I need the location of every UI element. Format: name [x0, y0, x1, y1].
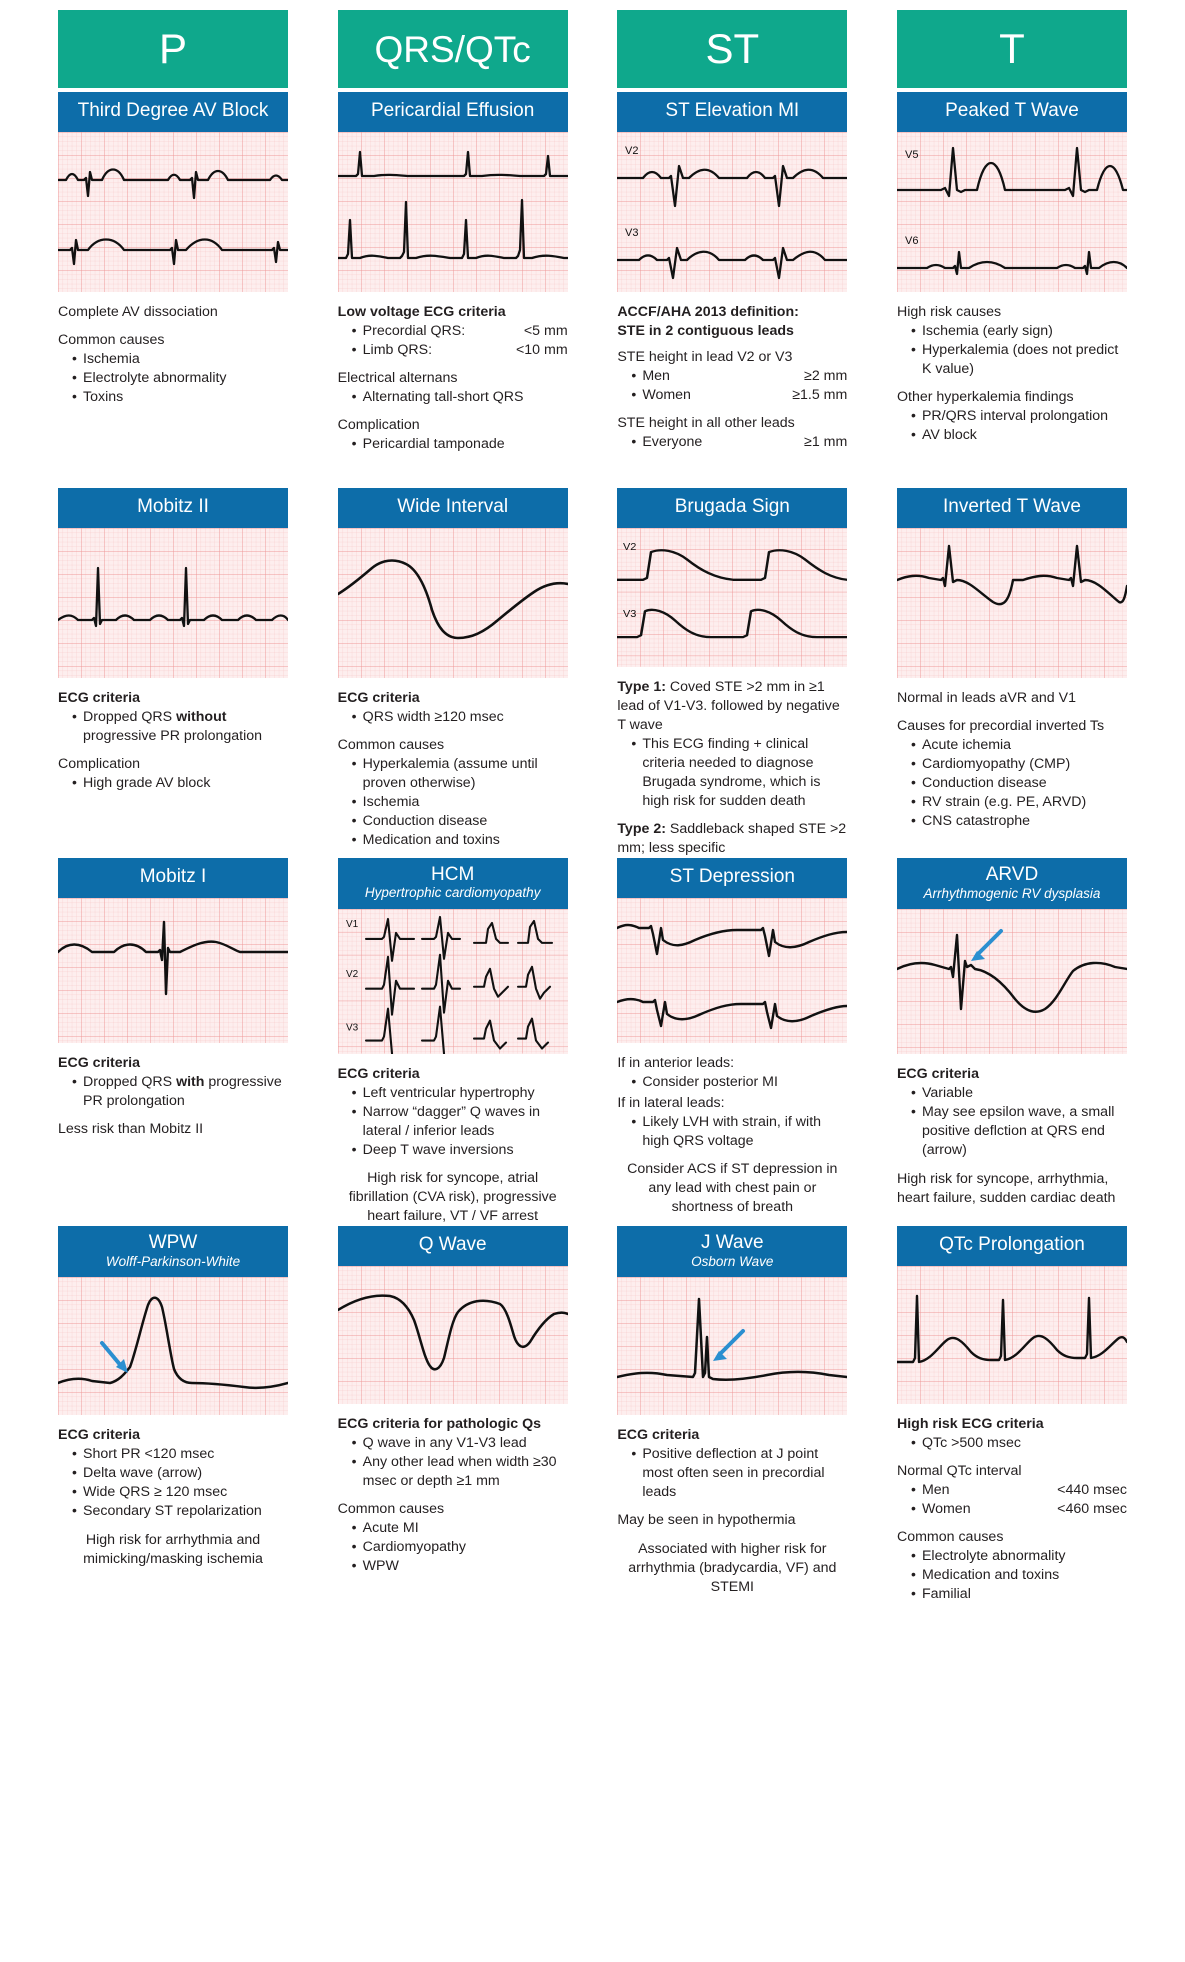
- row-label: • Men: [642, 368, 670, 385]
- panel-hcm: [338, 858, 568, 1226]
- list-item: • Deep T wave inversions: [352, 1141, 568, 1160]
- ecg-strip: [338, 1266, 568, 1404]
- list-item: • Delta wave (arrow): [72, 1464, 288, 1483]
- text-heading: High risk ECG criteria: [896, 1416, 1044, 1432]
- list-item: • Medication and toxins: [911, 1566, 1127, 1585]
- list-item: • Wide QRS ≥ 120 msec: [72, 1483, 288, 1502]
- bullet-list: [631, 433, 847, 452]
- list-item: • Dropped QRS without progressive PR prolongation: [72, 708, 288, 746]
- ecg-strip: [58, 898, 288, 1043]
- type-1-text: Coved STE >2 mm in ≥1 lead of V1-V3. followed by negative T wave: [617, 678, 840, 733]
- lead-label: V6: [904, 235, 919, 247]
- text-heading: Common causes: [58, 332, 165, 349]
- text-line: High risk for syncope, arrhythmia, heart failure, sudden cardiac death: [896, 1170, 1116, 1206]
- text-heading: ECG criteria for pathologic Qs: [337, 1416, 542, 1432]
- bullet-list: [911, 1547, 1127, 1604]
- condition-title-bar: [617, 92, 847, 132]
- panel-text: [897, 301, 1127, 445]
- lead-label: V1: [345, 919, 358, 931]
- list-item: • Secondary ST repolarization: [72, 1502, 288, 1521]
- ecg-strip: [58, 1277, 288, 1415]
- list-item: • Dropped QRS with progressive PR prolongation: [72, 1073, 288, 1111]
- panel-text: [338, 687, 568, 850]
- bullet-list: [352, 708, 568, 727]
- condition-title-bar: [897, 92, 1127, 132]
- condition-title: J Wave: [700, 1232, 764, 1253]
- ecg-strip: [58, 528, 288, 678]
- panel-st-depression: [617, 858, 847, 1226]
- list-item: • Likely LVH with strain, if with high QRS voltage: [631, 1113, 847, 1151]
- condition-title-bar: [897, 488, 1127, 528]
- list-item: • Familial: [911, 1585, 1127, 1604]
- list-item: [352, 322, 568, 341]
- panel-qtc-prolongation: [897, 1226, 1127, 1656]
- panel-text: [338, 1413, 568, 1576]
- list-item: • Q wave in any V1-V3 lead: [352, 1434, 568, 1453]
- list-item: • Positive deflection at J point most often seen in precordial leads: [631, 1445, 847, 1502]
- list-item: • CNS catastrophe: [911, 812, 1127, 831]
- text-heading: ECG criteria: [337, 1065, 420, 1082]
- text-heading: Common causes: [337, 1501, 445, 1518]
- condition-title: ST Elevation MI: [665, 100, 800, 122]
- bullet-list: [352, 322, 568, 360]
- condition-title-bar: [58, 1226, 288, 1277]
- list-item: • Acute MI: [352, 1519, 568, 1538]
- list-item: • Short PR <120 msec: [72, 1445, 288, 1464]
- list-item: • Consider posterior MI: [631, 1073, 847, 1092]
- ecg-strip: [617, 1277, 847, 1415]
- list-item: • Acute ichemia: [911, 736, 1127, 755]
- condition-title: WPW: [148, 1232, 198, 1253]
- text-heading: ECG criteria: [617, 1427, 700, 1444]
- lead-label: V2: [623, 541, 637, 554]
- list-item: • Conduction disease: [352, 812, 568, 831]
- ecg-strip: [338, 132, 568, 292]
- panel-q-wave: [338, 1226, 568, 1656]
- text-heading: Complication: [337, 417, 420, 434]
- text-heading: ECG criteria: [58, 1427, 141, 1444]
- list-item: • Alternating tall-short QRS: [352, 388, 568, 407]
- list-item: • QRS width ≥120 msec: [352, 708, 568, 727]
- list-item: • PR/QRS interval prolongation: [911, 407, 1127, 426]
- list-item: [631, 367, 847, 386]
- ecg-strip: [338, 909, 568, 1054]
- condition-title-bar: [58, 92, 288, 132]
- ecg-waveform-svg: [58, 132, 288, 292]
- condition-title: ST Depression: [669, 866, 795, 888]
- row-value: ≥2 mm: [804, 368, 848, 385]
- text-heading: Common causes: [896, 1529, 1004, 1546]
- bullet-list: [352, 755, 568, 850]
- text-line: Normal in leads aVR and V1: [896, 690, 1076, 706]
- text-line: Less risk than Mobitz II: [58, 1121, 204, 1138]
- text-heading: Causes for precordial inverted Ts: [896, 718, 1105, 735]
- panel-text: [617, 1052, 847, 1217]
- condition-title: ARVD: [985, 864, 1039, 885]
- condition-title-bar: [58, 858, 288, 898]
- panel-text: [617, 676, 847, 858]
- panel-pericardial-effusion: [338, 10, 568, 488]
- panel-wpw: [58, 1226, 288, 1656]
- category-label: P: [158, 25, 187, 72]
- category-label: QRS/QTc: [374, 28, 531, 70]
- panel-mobitz-i: [58, 858, 288, 1226]
- ecg-waveform-svg: [897, 1266, 1127, 1404]
- panel-text: [338, 1063, 568, 1226]
- text-heading: ECG criteria: [337, 690, 420, 706]
- list-item: • Variable: [911, 1084, 1127, 1103]
- panel-mobitz-ii: [58, 488, 288, 858]
- panel-arvd: [897, 858, 1127, 1226]
- type-1-label: Type 1:: [617, 678, 666, 695]
- ecg-strip: [617, 898, 847, 1043]
- panel-text: [897, 1413, 1127, 1604]
- condition-title-bar: [617, 1226, 847, 1277]
- ecg-waveform-svg: [338, 132, 568, 292]
- condition-title: QTc Prolongation: [939, 1234, 1085, 1256]
- row-label: • Limb QRS:: [362, 342, 433, 359]
- list-item: • Hyperkalemia (assume until proven otherwise): [352, 755, 568, 793]
- bullet-list: [352, 1084, 568, 1160]
- bullet-list: [352, 1434, 568, 1491]
- ecg-waveform-svg: [617, 898, 847, 1043]
- list-item: • High grade AV block: [72, 774, 288, 793]
- condition-title-bar: [338, 488, 568, 528]
- bullet-list: [631, 1113, 847, 1151]
- lead-label: V2: [625, 145, 639, 157]
- ecg-strip: [58, 132, 288, 292]
- text-heading: STE height in lead V2 or V3: [617, 349, 793, 366]
- text-heading: ECG criteria: [896, 1066, 979, 1083]
- list-item: • Electrolyte abnormality: [911, 1547, 1127, 1566]
- list-item: • Left ventricular hypertrophy: [352, 1084, 568, 1103]
- ecg-strip: [897, 909, 1127, 1054]
- row-value: <440 msec: [1057, 1482, 1127, 1499]
- list-item: • RV strain (e.g. PE, ARVD): [911, 793, 1127, 812]
- bullet-list: [911, 1084, 1127, 1160]
- condition-title: HCM: [431, 863, 475, 885]
- bullet-list: [72, 1445, 288, 1521]
- list-item: • Medication and toxins: [352, 831, 568, 850]
- panel-text: [58, 301, 288, 407]
- row-label: • Precordial QRS:: [362, 323, 466, 340]
- condition-subtitle: Arrhythmogenic RV dysplasia: [923, 885, 1101, 901]
- condition-title: Peaked T Wave: [945, 100, 1079, 122]
- list-item: • WPW: [352, 1557, 568, 1576]
- condition-title-bar: [617, 488, 847, 528]
- panel-third-degree-av-block: [58, 10, 288, 488]
- type-1-paragraph: [617, 678, 847, 735]
- lead-label: V3: [625, 227, 639, 239]
- panel-text: [58, 1052, 288, 1139]
- panel-text: [617, 301, 847, 452]
- panel-inverted-t-wave: [897, 488, 1127, 858]
- list-item: • AV block: [911, 426, 1127, 445]
- panel-row-3: [58, 858, 1127, 1226]
- ecg-waveform-svg: [617, 528, 847, 667]
- category-banner-p: [58, 10, 288, 88]
- bullet-list: [911, 1434, 1127, 1453]
- ecg-waveform-svg: [58, 528, 288, 678]
- text-line: Consider ACS if ST depression in any lead with chest pain or shortness of breath: [627, 1161, 838, 1216]
- text-line: STE in 2 contiguous leads: [617, 323, 794, 340]
- text-heading: High risk causes: [896, 304, 1002, 320]
- condition-title: Mobitz I: [139, 866, 207, 888]
- lead-label: V3: [623, 608, 637, 620]
- list-item: • Conduction disease: [911, 774, 1127, 793]
- text-line: Complete AV dissociation: [58, 304, 218, 320]
- category-banner-t: [897, 10, 1127, 88]
- ecg-waveform-svg: [338, 909, 568, 1054]
- category-banner-st: [617, 10, 847, 88]
- panel-st-elevation-mi: [617, 10, 847, 488]
- condition-title: Third Degree AV Block: [77, 100, 269, 122]
- panel-text: [58, 687, 288, 793]
- ecg-strip: [897, 528, 1127, 678]
- ecg-waveform-svg: [58, 1277, 288, 1415]
- condition-title-bar: [338, 1226, 568, 1266]
- list-item: [631, 433, 847, 452]
- condition-title: Wide Interval: [397, 496, 509, 518]
- text-line: High risk for syncope, atrial fibrillation (CVA risk), progressive heart failure, VT / VF arrest: [348, 1169, 557, 1224]
- panel-text: [897, 1063, 1127, 1207]
- bullet-list: [352, 435, 568, 454]
- condition-subtitle: Hypertrophic cardiomyopathy: [364, 885, 541, 901]
- list-item: • Ischemia (early sign): [911, 322, 1127, 341]
- ecg-waveform-svg: [897, 132, 1127, 292]
- list-item: • Hyperkalemia (does not predict K value): [911, 341, 1127, 379]
- panel-brugada-sign: [617, 488, 847, 858]
- text-line: ACCF/AHA 2013 definition:: [617, 304, 799, 320]
- panel-grid: [58, 10, 1127, 1656]
- condition-title-bar: [617, 858, 847, 898]
- condition-subtitle: Wolff-Parkinson-White: [105, 1253, 241, 1269]
- text-line: May be seen in hypothermia: [617, 1512, 796, 1529]
- text-heading: STE height in all other leads: [617, 415, 795, 432]
- panel-text: [338, 301, 568, 454]
- ecg-strip: [617, 132, 847, 292]
- ecg-waveform-svg: [617, 132, 847, 292]
- text-heading: Normal QTc interval: [896, 1463, 1022, 1480]
- ecg-strip: [338, 528, 568, 678]
- bullet-list: [631, 735, 847, 811]
- text-heading: Other hyperkalemia findings: [896, 389, 1074, 406]
- condition-title-bar: [897, 1226, 1127, 1266]
- row-value: ≥1.5 mm: [792, 387, 848, 404]
- bullet-list: [911, 1481, 1127, 1519]
- condition-title: Mobitz II: [137, 496, 209, 518]
- list-item: • Ischemia: [352, 793, 568, 812]
- list-item: [911, 1481, 1127, 1500]
- list-item: [911, 1500, 1127, 1519]
- condition-subtitle: Osborn Wave: [691, 1253, 774, 1269]
- list-item: • Cardiomyopathy (CMP): [911, 755, 1127, 774]
- row-label: • Women: [642, 387, 691, 404]
- ecg-waveform-svg: [897, 528, 1127, 678]
- row-value: ≥1 mm: [804, 434, 848, 451]
- list-item: • Cardiomyopathy: [352, 1538, 568, 1557]
- row-label: • Everyone: [642, 434, 703, 451]
- category-label: ST: [705, 25, 760, 72]
- row-value: <10 mm: [516, 342, 568, 359]
- condition-title-bar: [58, 488, 288, 528]
- text-line: High risk for arrhythmia and mimicking/masking ischemia: [83, 1531, 263, 1567]
- text-heading: ECG criteria: [58, 690, 141, 706]
- bullet-list: [631, 367, 847, 405]
- condition-title: Q Wave: [418, 1234, 487, 1256]
- bullet-list: [631, 1073, 847, 1092]
- list-item: • Ischemia: [72, 350, 288, 369]
- list-item: [631, 386, 847, 405]
- bullet-list: [352, 1519, 568, 1576]
- ecg-waveform-svg: [617, 1277, 847, 1415]
- bullet-list: [72, 1073, 288, 1111]
- condition-title: Brugada Sign: [674, 496, 790, 518]
- lead-label: V5: [904, 149, 919, 161]
- row-label: • Men: [921, 1482, 950, 1499]
- panel-text: [897, 687, 1127, 831]
- ecg-strip: [897, 132, 1127, 292]
- list-item: • Narrow “dagger” Q waves in lateral / inferior leads: [352, 1103, 568, 1141]
- panel-wide-interval: [338, 488, 568, 858]
- text-heading: Complication: [58, 756, 141, 773]
- bullet-list: [72, 708, 288, 746]
- type-2-text: Saddleback shaped STE >2 mm; less specific: [617, 820, 847, 856]
- text-heading: If in lateral leads:: [617, 1095, 725, 1112]
- ecg-waveform-svg: [338, 1266, 568, 1404]
- condition-title-bar: [897, 858, 1127, 909]
- list-item: • Toxins: [72, 388, 288, 407]
- bullet-list: [352, 388, 568, 407]
- ecg-waveform-svg: [897, 909, 1127, 1054]
- list-item: • QTc >500 msec: [911, 1434, 1127, 1453]
- list-item: • This ECG finding + clinical criteria needed to diagnose Brugada syndrome, which is high risk for sudden death: [631, 735, 847, 811]
- text-heading: Electrical alternans: [337, 370, 458, 387]
- list-item: [352, 341, 568, 360]
- list-item: • May see epsilon wave, a small positive deflction at QRS end (arrow): [911, 1103, 1127, 1160]
- ecg-waveform-svg: [338, 528, 568, 678]
- condition-title: Pericardial Effusion: [370, 100, 535, 122]
- row-value: <460 msec: [1057, 1501, 1127, 1518]
- panel-j-wave: [617, 1226, 847, 1656]
- text-line: Associated with higher risk for arrhythmia (bradycardia, VF) and STEMI: [628, 1540, 837, 1595]
- panel-text: [617, 1424, 847, 1596]
- category-banner-qrs-qtc: [338, 10, 568, 88]
- list-item: • Pericardial tamponade: [352, 435, 568, 454]
- row-label: • Women: [921, 1501, 971, 1518]
- panel-text: [58, 1424, 288, 1568]
- lead-label: V3: [345, 1022, 358, 1034]
- bullet-list: [72, 350, 288, 407]
- bullet-list: [911, 407, 1127, 445]
- bullet-list: [631, 1445, 847, 1502]
- panel-row-1: [58, 10, 1127, 488]
- bullet-list: [72, 774, 288, 793]
- ecg-strip: [897, 1266, 1127, 1404]
- type-2-paragraph: [617, 820, 847, 858]
- row-value: <5 mm: [523, 323, 568, 340]
- condition-title-bar: [338, 858, 568, 909]
- list-item: • Any other lead when width ≥30 msec or depth ≥1 mm: [352, 1453, 568, 1491]
- text-heading: ECG criteria: [58, 1055, 141, 1071]
- text-heading: If in anterior leads:: [617, 1055, 735, 1071]
- panel-row-2: [58, 488, 1127, 858]
- list-item: • Electrolyte abnormality: [72, 369, 288, 388]
- ecg-strip: [617, 528, 847, 667]
- ecg-waveform-svg: [58, 898, 288, 1043]
- bullet-list: [911, 322, 1127, 379]
- condition-title: Inverted T Wave: [942, 496, 1081, 518]
- text-heading: Common causes: [337, 737, 445, 754]
- lead-label: V2: [345, 969, 358, 981]
- panel-peaked-t-wave: [897, 10, 1127, 488]
- text-heading: Low voltage ECG criteria: [337, 304, 506, 320]
- bullet-list: [911, 736, 1127, 831]
- panel-row-4: [58, 1226, 1127, 1656]
- category-label: T: [999, 25, 1025, 72]
- condition-title-bar: [338, 92, 568, 132]
- type-2-label: Type 2:: [617, 820, 666, 837]
